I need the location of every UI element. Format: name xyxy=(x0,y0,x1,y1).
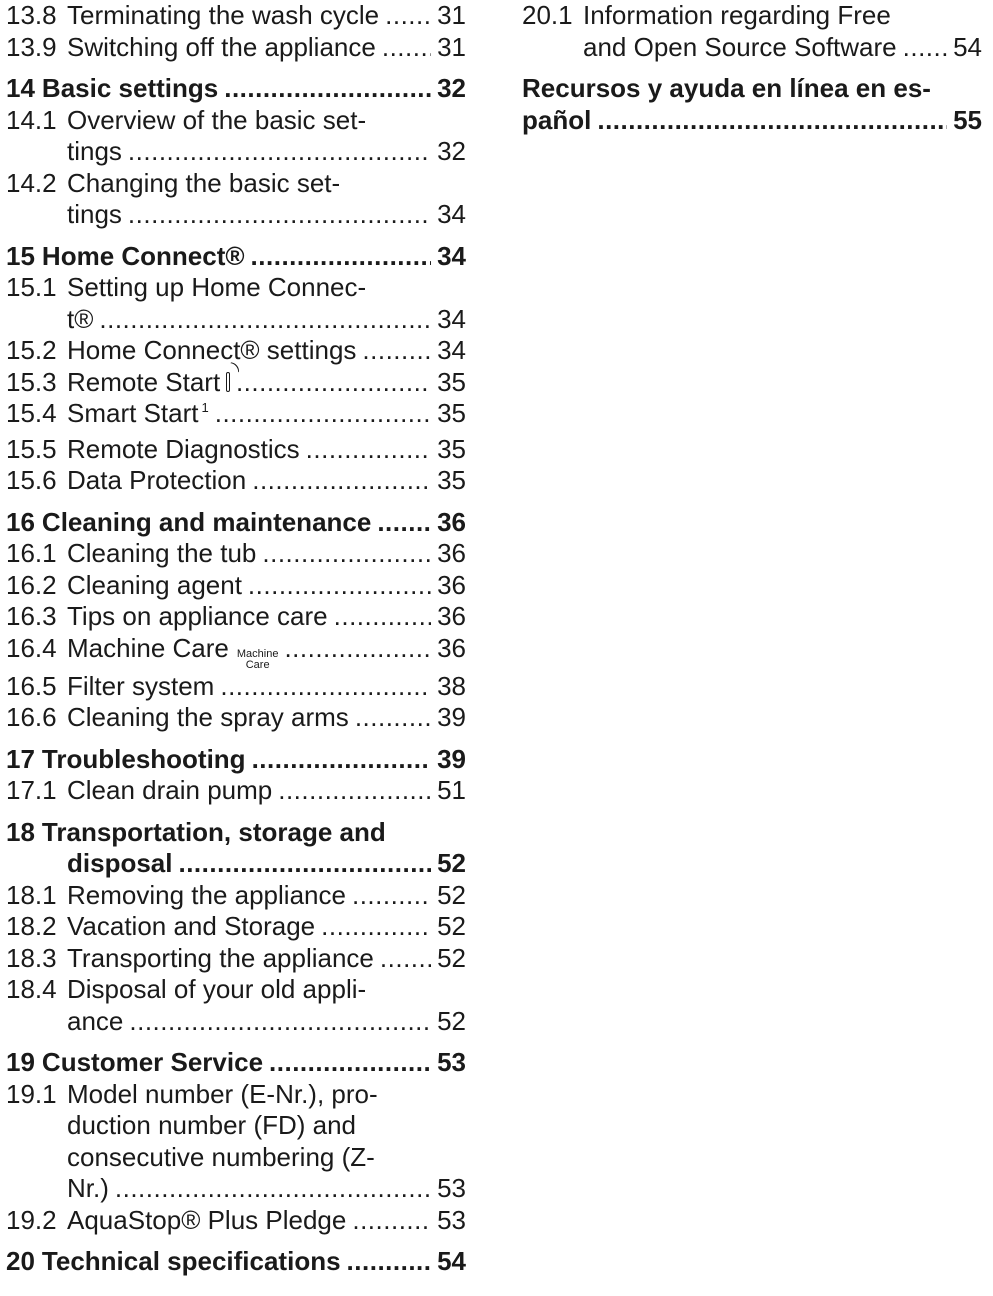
toc-page-number: 34 xyxy=(437,199,466,229)
toc-entry-16-5[interactable] xyxy=(6,671,466,703)
toc-chapter-recursos[interactable] xyxy=(522,73,982,136)
leader-dots xyxy=(352,880,431,912)
toc-entry-16-4[interactable] xyxy=(6,633,466,671)
toc-entry-title: Smart Start xyxy=(67,398,199,428)
toc-entry-title: Setting up Home Connec- xyxy=(67,272,367,302)
toc-entry-title: Cleaning agent xyxy=(67,569,242,600)
toc-page-number: 36 xyxy=(437,632,466,663)
toc-chapter-title: Cleaning and maintenance xyxy=(41,506,372,537)
toc-right-column xyxy=(522,0,982,136)
toc-entry-title-cont: and Open Source Software xyxy=(583,31,897,62)
toc-entry-number: 19.2 xyxy=(6,1204,57,1235)
toc-chapter-16[interactable] xyxy=(6,507,466,539)
leader-dots xyxy=(248,570,431,602)
toc-entry-title: Filter system xyxy=(67,670,215,701)
toc-page-number: 32 xyxy=(437,73,466,103)
toc-chapter-title: Transportation, storage and xyxy=(41,816,386,847)
leader-dots xyxy=(269,1047,431,1079)
toc-chapter-title: Troubleshooting xyxy=(41,743,246,774)
toc-entry-number: 18.1 xyxy=(6,879,57,910)
toc-entry-15-1[interactable] xyxy=(6,272,466,335)
toc-entry-title: Terminating the wash cycle xyxy=(67,0,380,30)
toc-page-number: 55 xyxy=(953,104,982,135)
toc-entry-number: 14.1 xyxy=(6,104,57,135)
toc-entry-18-1[interactable] xyxy=(6,880,466,912)
toc-entry-title: Clean drain pump xyxy=(67,775,273,805)
toc-entry-16-3[interactable] xyxy=(6,601,466,633)
toc-chapter-title: Technical specifications xyxy=(41,1246,341,1276)
toc-entry-number: 15.5 xyxy=(6,433,57,464)
toc-page-number: 51 xyxy=(437,775,466,805)
leader-dots xyxy=(380,943,431,975)
toc-chapter-17[interactable] xyxy=(6,744,466,776)
toc-page-number: 53 xyxy=(437,1047,466,1077)
toc-entry-number: 15.6 xyxy=(6,465,57,495)
leader-dots xyxy=(251,241,432,273)
toc-page-number: 36 xyxy=(437,538,466,568)
toc-entry-number: 13.9 xyxy=(6,31,57,62)
toc-entry-title: Home Connect® settings xyxy=(67,335,357,365)
toc-entry-title: Disposal of your old appli- xyxy=(67,974,367,1004)
toc-chapter-number: 19 xyxy=(6,1047,35,1077)
leader-dots xyxy=(385,0,431,32)
toc-page-number: 53 xyxy=(437,1173,466,1203)
toc-entry-17-1[interactable] xyxy=(6,775,466,807)
toc-chapter-number: 14 xyxy=(6,73,35,103)
toc-entry-title: Information regarding Free xyxy=(583,0,891,30)
toc-chapter-number: 20 xyxy=(6,1246,35,1276)
toc-chapter-title-cont: disposal xyxy=(67,848,173,878)
toc-entry-title: Tips on appliance care xyxy=(67,601,328,631)
toc-entry-title-cont: tings xyxy=(67,199,122,229)
toc-chapter-19[interactable] xyxy=(6,1047,466,1079)
toc-entry-13-9[interactable] xyxy=(6,32,466,64)
toc-entry-14-2[interactable] xyxy=(6,168,466,231)
toc-chapter-title-cont: pañol xyxy=(522,104,592,135)
leader-dots xyxy=(352,1205,431,1237)
leader-dots xyxy=(382,32,431,64)
machine-care-icon-label: Machine xyxy=(236,647,279,660)
toc-entry-19-2[interactable] xyxy=(6,1205,466,1237)
toc-page-number: 31 xyxy=(437,31,466,62)
toc-page-number: 52 xyxy=(437,879,466,910)
toc-entry-number: 15.1 xyxy=(6,272,57,302)
toc-chapter-18[interactable] xyxy=(6,817,466,880)
toc-page-number: 35 xyxy=(437,465,466,495)
toc-entry-title: Transporting the appliance xyxy=(67,942,374,973)
leader-dots xyxy=(355,702,431,734)
leader-dots xyxy=(903,32,947,64)
toc-entry-number: 15.2 xyxy=(6,335,57,365)
toc-entry-title-cont: Nr.) xyxy=(67,1173,109,1203)
toc-page-number: 35 xyxy=(437,366,466,397)
leader-dots xyxy=(597,105,947,137)
toc-entry-number: 16.5 xyxy=(6,670,57,701)
toc-entry-15-6[interactable] xyxy=(6,465,466,497)
toc-page-number: 54 xyxy=(953,31,982,62)
toc-entry-15-2[interactable] xyxy=(6,335,466,367)
toc-page-number: 36 xyxy=(437,569,466,600)
toc-entry-title-cont: duction number (FD) and xyxy=(67,1110,357,1140)
toc-entry-15-4[interactable] xyxy=(6,398,466,434)
remote-start-icon xyxy=(226,372,230,392)
toc-chapter-15[interactable] xyxy=(6,241,466,273)
toc-left-column xyxy=(6,0,466,1278)
toc-page-number: 38 xyxy=(437,670,466,701)
toc-entry-number: 16.1 xyxy=(6,538,57,568)
toc-entry-15-5[interactable] xyxy=(6,434,466,466)
machine-care-icon-label: Care xyxy=(245,658,270,671)
toc-entry-18-3[interactable] xyxy=(6,943,466,975)
toc-entry-number: 18.3 xyxy=(6,942,57,973)
toc-entry-title: Cleaning the spray arms xyxy=(67,702,349,732)
toc-entry-title: Data Protection xyxy=(67,465,247,495)
toc-entry-19-1[interactable] xyxy=(6,1079,466,1205)
toc-entry-18-2[interactable] xyxy=(6,911,466,943)
leader-dots xyxy=(129,1006,431,1038)
toc-chapter-number: 17 xyxy=(6,743,35,774)
toc-entry-number: 16.6 xyxy=(6,702,57,732)
toc-page-number: 52 xyxy=(437,848,466,878)
toc-entry-number: 19.1 xyxy=(6,1078,57,1109)
toc-chapter-title: Customer Service xyxy=(41,1047,264,1077)
toc-entry-16-6[interactable] xyxy=(6,702,466,734)
toc-page-number: 39 xyxy=(437,743,466,774)
leader-dots xyxy=(99,304,431,336)
leader-dots xyxy=(262,538,431,570)
toc-page-number: 35 xyxy=(437,398,466,428)
leader-dots xyxy=(115,1173,431,1205)
toc-page-number: 52 xyxy=(437,942,466,973)
toc-entry-16-2[interactable] xyxy=(6,570,466,602)
toc-page-number: 52 xyxy=(437,1005,466,1036)
toc-page-number: 31 xyxy=(437,0,466,30)
toc-entry-number: 20.1 xyxy=(522,0,573,30)
leader-dots xyxy=(362,335,431,367)
toc-chapter-title: Home Connect® xyxy=(41,240,245,271)
toc-entry-title: Cleaning the tub xyxy=(67,538,257,568)
leader-dots xyxy=(236,367,431,399)
leader-dots xyxy=(128,199,431,231)
toc-entry-13-8[interactable] xyxy=(6,0,466,32)
toc-entry-title: Machine Care xyxy=(67,632,229,663)
toc-page-number: 54 xyxy=(437,1246,466,1276)
leader-dots xyxy=(178,848,431,880)
toc-entry-18-4[interactable] xyxy=(6,974,466,1037)
toc-chapter-title: Basic settings xyxy=(41,73,219,103)
toc-entry-number: 16.2 xyxy=(6,569,57,600)
leader-dots xyxy=(215,398,431,430)
footnote-marker: 1 xyxy=(201,400,209,415)
leader-dots xyxy=(306,434,431,466)
toc-chapter-14[interactable] xyxy=(6,73,466,105)
toc-entry-title: Changing the basic set- xyxy=(67,167,341,198)
toc-entry-number: 18.4 xyxy=(6,974,57,1004)
toc-entry-14-1[interactable] xyxy=(6,105,466,168)
toc-entry-number: 17.1 xyxy=(6,775,57,805)
toc-chapter-number: 18 xyxy=(6,816,35,847)
toc-entry-title-cont: tings xyxy=(67,136,122,166)
toc-page-number: 35 xyxy=(437,433,466,464)
toc-entry-number: 15.4 xyxy=(6,398,57,428)
leader-dots xyxy=(377,507,431,539)
toc-entry-title-cont: t® xyxy=(67,303,94,334)
toc-page-number: 34 xyxy=(437,240,466,271)
toc-page-number: 53 xyxy=(437,1204,466,1235)
leader-dots xyxy=(128,136,431,168)
toc-entry-title-cont: consecutive numbering (Z- xyxy=(67,1141,375,1172)
toc-page-number: 39 xyxy=(437,702,466,732)
leader-dots xyxy=(252,744,432,776)
toc-entry-number: 16.3 xyxy=(6,601,57,631)
toc-entry-title: Remote Start xyxy=(67,366,221,397)
toc-page-number: 36 xyxy=(437,506,466,537)
toc-entry-title: AquaStop® Plus Pledge xyxy=(67,1204,347,1235)
toc-chapter-number: 16 xyxy=(6,506,35,537)
toc-entry-number: 14.2 xyxy=(6,167,57,198)
machine-care-icon xyxy=(237,649,279,671)
toc-chapter-20[interactable] xyxy=(6,1246,466,1278)
toc-entry-15-3[interactable] xyxy=(6,367,466,399)
leader-dots xyxy=(334,601,431,633)
toc-entry-title-cont: ance xyxy=(67,1005,124,1036)
toc-entry-title: Overview of the basic set- xyxy=(67,104,367,135)
toc-chapter-title: Recursos y ayuda en línea en es- xyxy=(522,73,931,103)
toc-entry-number: 16.4 xyxy=(6,632,57,663)
toc-page-number: 52 xyxy=(437,911,466,941)
toc-chapter-number: 15 xyxy=(6,240,35,271)
toc-page-number: 34 xyxy=(437,335,466,365)
leader-dots xyxy=(220,671,431,703)
toc-entry-title: Remote Diagnostics xyxy=(67,433,300,464)
toc-entry-number: 15.3 xyxy=(6,366,57,397)
leader-dots xyxy=(224,73,431,105)
toc-page-number: 34 xyxy=(437,303,466,334)
toc-page-number: 36 xyxy=(437,601,466,631)
toc-entry-title: Removing the appliance xyxy=(67,879,346,910)
leader-dots xyxy=(321,911,431,943)
toc-entry-16-1[interactable] xyxy=(6,538,466,570)
leader-dots xyxy=(347,1246,432,1278)
leader-dots xyxy=(252,465,431,497)
toc-entry-title: Switching off the appliance xyxy=(67,31,376,62)
toc-entry-number: 13.8 xyxy=(6,0,57,30)
leader-dots xyxy=(278,775,431,807)
toc-entry-number: 18.2 xyxy=(6,911,57,941)
toc-entry-title: Model number (E-Nr.), pro- xyxy=(67,1078,378,1109)
leader-dots xyxy=(284,633,431,665)
toc-page-number: 32 xyxy=(437,136,466,166)
toc-entry-title: Vacation and Storage xyxy=(67,911,316,941)
toc-entry-20-1[interactable] xyxy=(522,0,982,63)
